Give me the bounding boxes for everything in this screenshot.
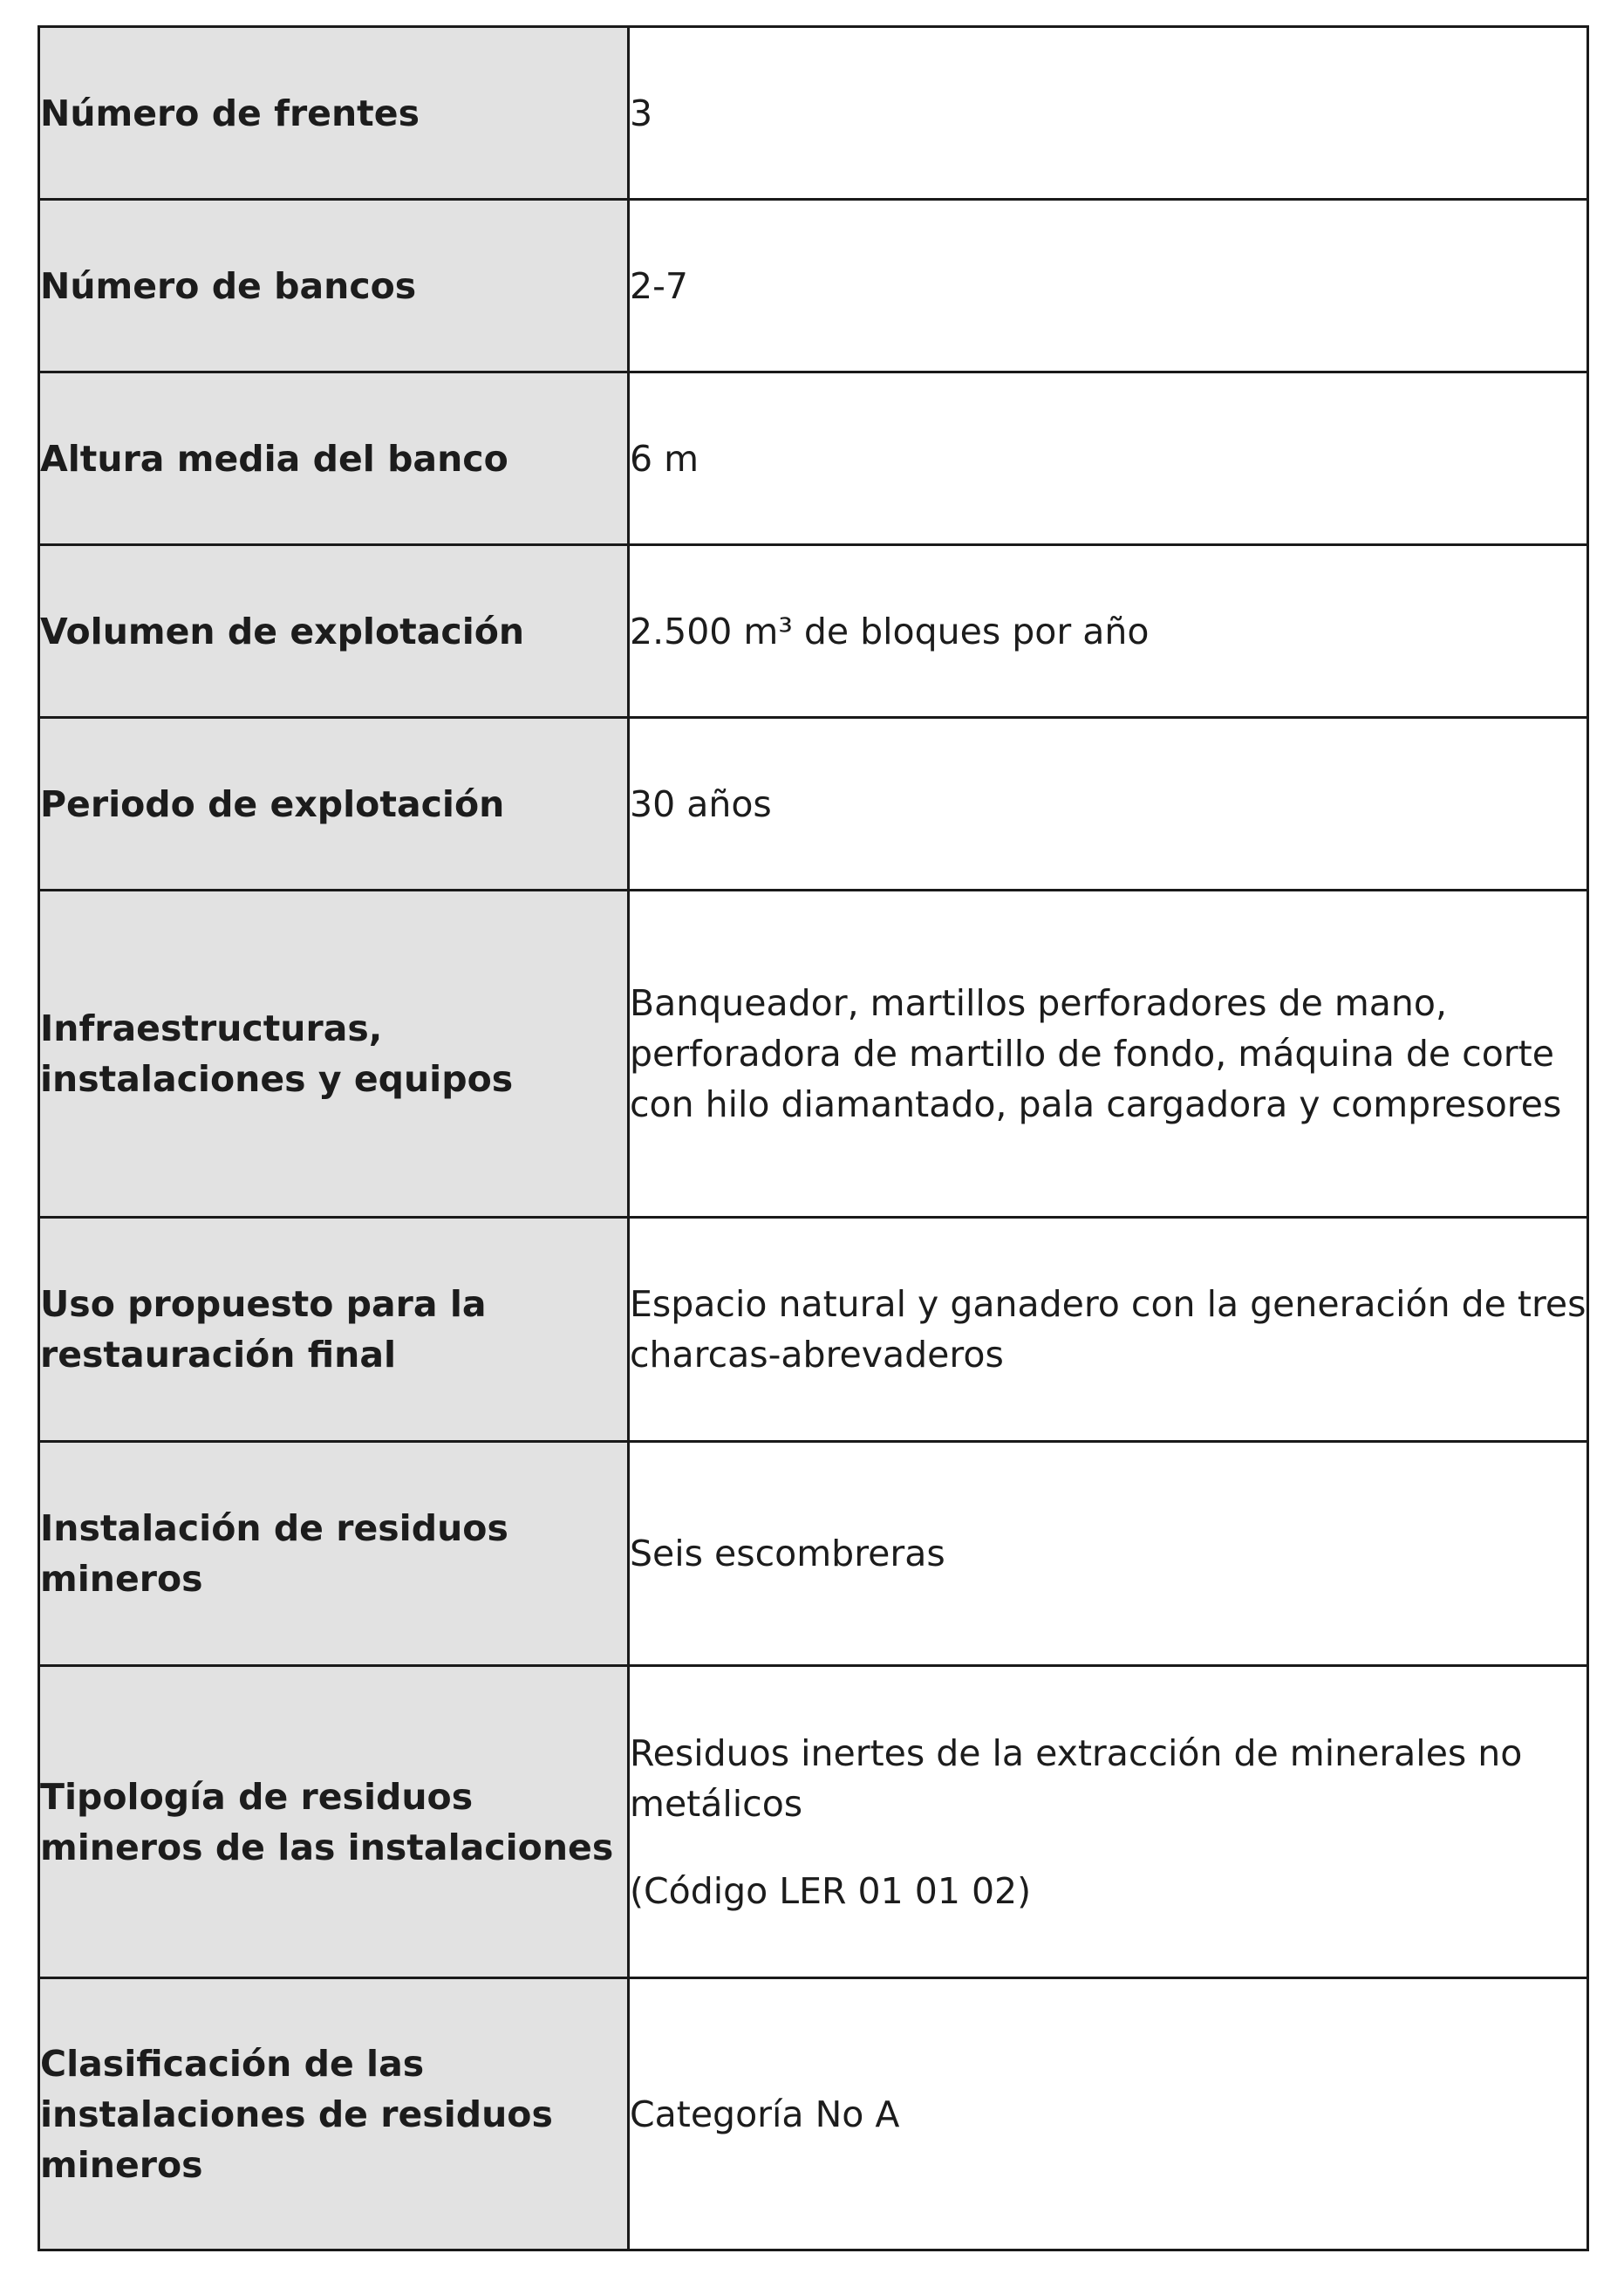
row-value: Seis escombreras: [629, 1442, 1588, 1666]
specifications-table: [38, 25, 1589, 2251]
row-label: Número de bancos: [39, 200, 629, 372]
row-value: 2.500 m³ de bloques por año: [629, 545, 1588, 718]
table-row: [39, 545, 1588, 718]
row-label: Infraestructuras, instalaciones y equipos: [39, 891, 629, 1218]
table-row: [39, 372, 1588, 545]
ler-code: (Código LER 01 01 02): [630, 1869, 1032, 1912]
row-value: 30 años: [629, 718, 1588, 891]
row-value: Residuos inertes de la extracción de minerales no metálicos (Código LER 01 01 02): [629, 1666, 1588, 1978]
row-value: 2-7: [629, 200, 1588, 372]
table-row: [39, 1442, 1588, 1666]
row-value: Espacio natural y ganadero con la generación de tres charcas-abrevaderos: [629, 1218, 1588, 1442]
row-label: Altura media del banco: [39, 372, 629, 545]
row-label: Clasificación de las instalaciones de residuos mineros: [39, 1978, 629, 2250]
row-value: Categoría No A: [629, 1978, 1588, 2250]
row-label: Tipología de residuos mineros de las instalaciones: [39, 1666, 629, 1978]
table-row: [39, 718, 1588, 891]
row-label: Volumen de explotación: [39, 545, 629, 718]
table-row: [39, 1666, 1588, 1978]
table-row: [39, 1218, 1588, 1442]
row-value: 3: [629, 27, 1588, 200]
table-row: [39, 27, 1588, 200]
table-row: [39, 200, 1588, 372]
row-label: Uso propuesto para la restauración final: [39, 1218, 629, 1442]
row-label: Número de frentes: [39, 27, 629, 200]
row-label: Periodo de explotación: [39, 718, 629, 891]
row-value: 6 m: [629, 372, 1588, 545]
table-row: [39, 891, 1588, 1218]
row-value: Banqueador, martillos perforadores de mano, perforadora de martillo de fondo, máquina de corte con hilo diamantado, pala cargadora y compresores: [629, 891, 1588, 1218]
row-label: Instalación de residuos mineros: [39, 1442, 629, 1666]
table-row: [39, 1978, 1588, 2250]
